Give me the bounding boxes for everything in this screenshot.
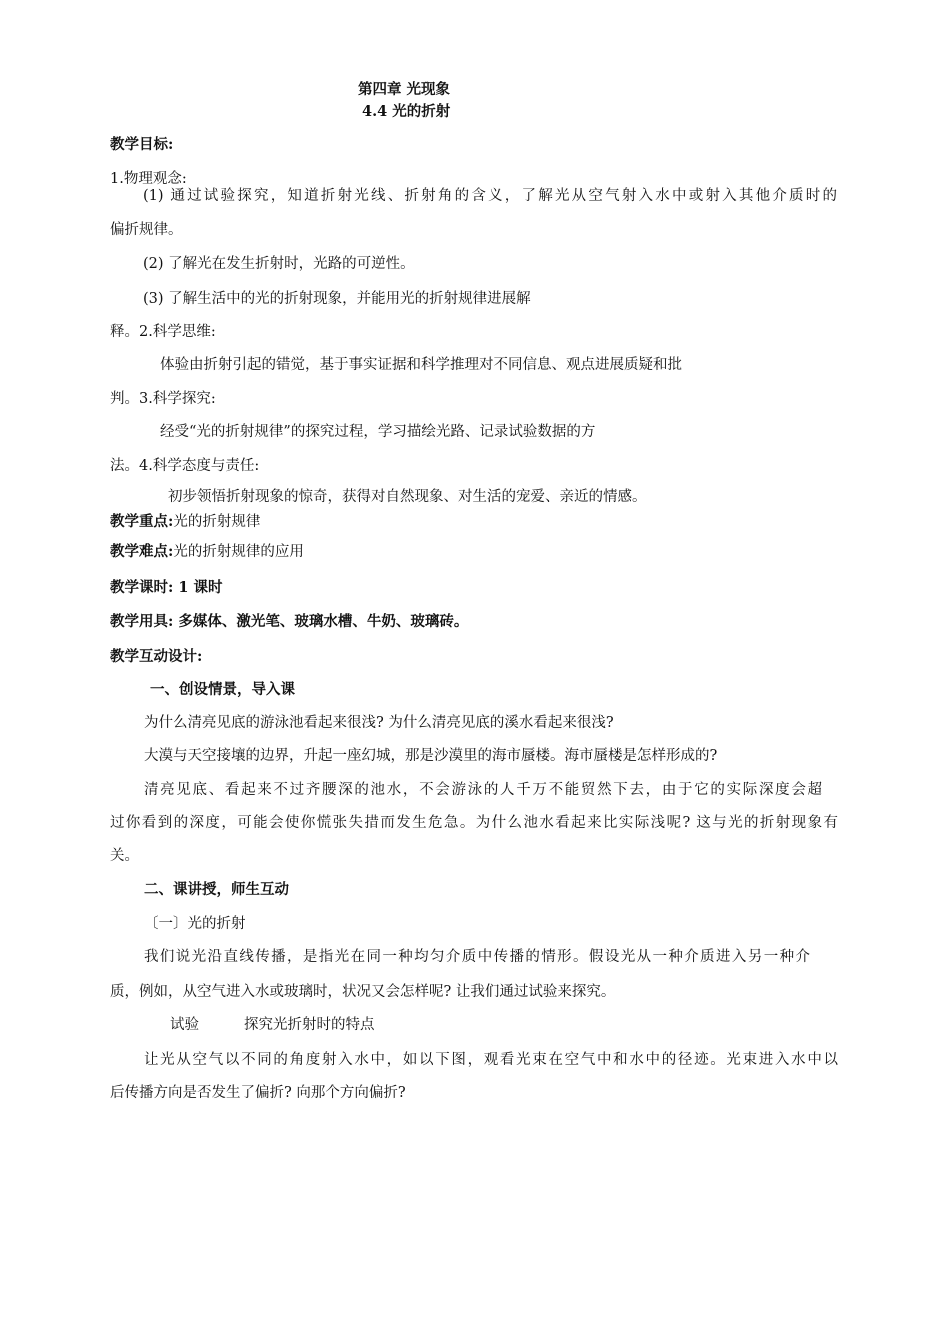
physics-concept-label: 1.物理观念: bbox=[110, 171, 187, 187]
objectives-heading: 教学目标: bbox=[110, 136, 174, 153]
experiment-label: 试验 bbox=[170, 1017, 199, 1033]
experiment-title: 探究光折射时的特点 bbox=[244, 1017, 375, 1033]
part-2-paragraph-1-line-2: 质，例如，从空气进入水或玻璃时，状况又会怎样呢? 让我们通过试验来探究。 bbox=[110, 984, 616, 1000]
part-2-paragraph-2-line-2: 后传播方向是否发生了偏折? 向那个方向偏折? bbox=[110, 1085, 406, 1101]
difficulty-label: 教学难点: bbox=[110, 543, 174, 560]
objective-item-1-line-2: 偏折规律。 bbox=[110, 222, 183, 238]
objective-item-1-line-1: (1) 通过试验探究，知道折射光线、折射角的含义，了解光从空气射入水中或射入其他介质时的 bbox=[143, 188, 837, 204]
scientific-inquiry-line-2: 法。4.科学态度与责任: bbox=[110, 458, 260, 474]
part-2-heading: 二、课讲授，师生互动 bbox=[144, 881, 289, 898]
part-2-paragraph-2-line-1: 让光从空气以不同的角度射入水中，如以下图，观看光束在空气中和水中的径迹。光束进入水中以 bbox=[144, 1052, 838, 1068]
part-1-paragraph-1: 为什么清亮见底的游泳池看起来很浅? 为什么清亮见底的溪水看起来很浅? bbox=[144, 715, 614, 731]
scientific-inquiry-line-1: 经受“光的折射规律”的探究过程，学习描绘光路、记录试验数据的方 bbox=[160, 424, 596, 440]
part-1-paragraph-3-line-1: 清亮见底、看起来不过齐腰深的池水，不会游泳的人千万不能贸然下去，由于它的实际深度会超 bbox=[144, 782, 822, 798]
difficulty-value: 光的折射规律的应用 bbox=[173, 544, 304, 560]
key-point-label: 教学重点: bbox=[110, 513, 174, 530]
attitude-text: 初步领悟折射现象的惊奇，获得对自然现象、对生活的宠爱、亲近的情感。 bbox=[168, 489, 647, 505]
difficulty bbox=[110, 542, 304, 562]
scientific-thinking-line-2: 判。3.科学探究: bbox=[110, 391, 216, 407]
part-1-heading: 一、创设情景，导入课 bbox=[150, 681, 295, 698]
key-point bbox=[110, 512, 260, 532]
section-title: 4.4 光的折射 bbox=[362, 103, 451, 120]
objective-item-3-line-2: 释。2.科学思维: bbox=[110, 324, 216, 340]
part-2-subheading-refraction: 〔一〕光的折射 bbox=[144, 916, 246, 932]
key-point-value: 光的折射规律 bbox=[173, 514, 261, 530]
objective-item-3-line-1: (3) 了解生活中的光的折射现象，并能用光的折射规律进展解 bbox=[143, 291, 531, 307]
part-1-paragraph-3-line-2: 过你看到的深度，可能会使你慌张失措而发生危急。为什么池水看起来比实际浅呢? 这与光的折射现象有 bbox=[110, 815, 838, 831]
scientific-thinking-line-1: 体验由折射引起的错觉，基于事实证据和科学推理对不同信息、观点进展质疑和批 bbox=[160, 357, 682, 373]
objective-item-2: (2) 了解光在发生折射时，光路的可逆性。 bbox=[143, 256, 415, 272]
chapter-title: 第四章 光现象 bbox=[358, 81, 451, 98]
teaching-tools: 教学用具: 多媒体、激光笔、玻璃水槽、牛奶、玻璃砖。 bbox=[110, 613, 469, 630]
part-1-paragraph-3-line-3: 关。 bbox=[110, 848, 139, 864]
interactive-design-heading: 教学互动设计: bbox=[110, 648, 203, 665]
part-1-paragraph-2: 大漠与天空接壤的边界，升起一座幻城，那是沙漠里的海市蜃楼。海市蜃楼是怎样形成的? bbox=[144, 748, 718, 764]
part-2-paragraph-1-line-1: 我们说光沿直线传播，是指光在同一种均匀介质中传播的情形。假设光从一种介质进入另一种介 bbox=[144, 949, 810, 965]
teaching-periods: 教学课时: 1 课时 bbox=[110, 579, 223, 596]
